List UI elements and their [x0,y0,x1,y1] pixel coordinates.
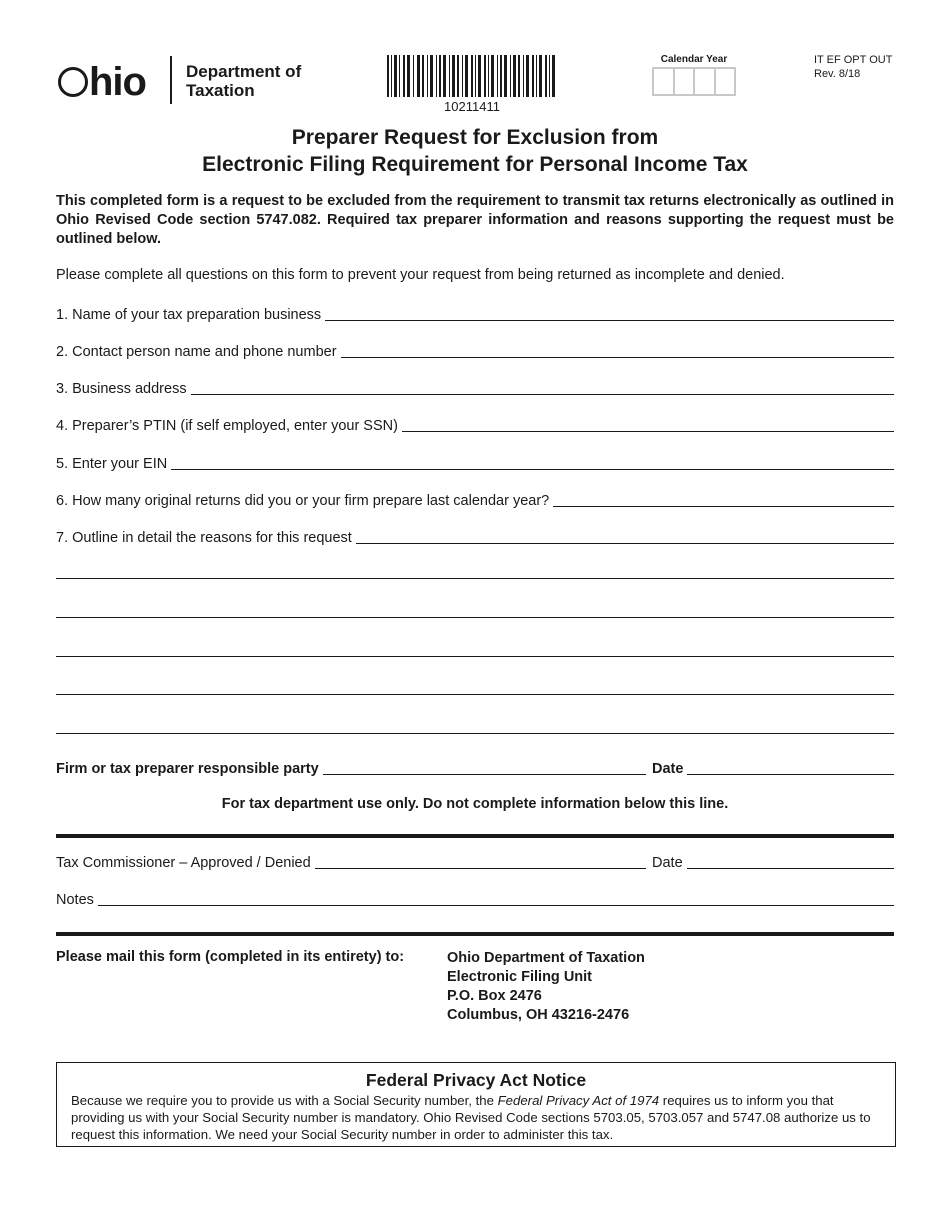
commissioner-row [56,851,646,871]
ein-field[interactable] [171,453,894,470]
barcode-image [387,55,557,97]
privacy-notice-text [71,1092,881,1143]
business-address-field[interactable] [191,378,894,395]
privacy-text-part: requires us to inform you that providing us with your Social Security number is mandatory. Ohio Revised Code sections 5703.05, 5703.057 and 5747.08 authorize us to request this information. We need your Social Security number in order to administer this tax. [71,1093,871,1142]
signature-date-row [652,757,894,777]
mailing-address-line: Columbus, OH 43216-2476 [447,1007,630,1023]
question-1-row [56,303,894,323]
question-6-row [56,489,894,509]
page-title-line-2: Electronic Filing Requirement for Personal Income Tax [202,153,748,176]
form-code: IT EF OPT OUT [814,54,893,66]
returns-count-field[interactable] [553,490,894,507]
contact-person-field[interactable] [341,341,894,358]
question-5-row [56,452,894,472]
responsible-party-field[interactable] [323,758,646,775]
notes-row [56,888,894,908]
page-title [0,124,950,178]
question-2-label: 2. Contact person name and phone number [56,344,337,360]
privacy-act-name: Federal Privacy Act of 1974 [497,1093,660,1108]
section-divider [56,834,894,838]
logo-divider [170,56,172,104]
ohio-logo-text: hio [89,60,146,104]
business-name-field[interactable] [325,304,894,321]
section-divider [56,932,894,936]
mailing-address-line: Electronic Filing Unit [447,969,593,985]
privacy-notice-box [56,1062,896,1147]
mailing-address [447,949,645,1025]
mailing-label: Please mail this form (completed in its entirety) to: [56,949,405,965]
question-3-row [56,377,894,397]
signature-date-label: Date [652,761,684,777]
calendar-year-input[interactable] [652,67,736,96]
commissioner-date-label: Date [652,855,683,871]
privacy-notice-title: Federal Privacy Act Notice [365,1070,587,1090]
intro-statement: This completed form is a request to be excluded from the requirement to transmit tax returns electronically as outlined in Ohio Revised Code section 5747.082. Required tax preparer information and reasons supporting the request must be outlined below. [56,193,894,247]
responsible-party-row [56,757,646,777]
department-name [186,62,301,100]
calendar-year-digit-box[interactable] [652,67,673,96]
mailing-address-line: Ohio Department of Taxation [447,950,645,966]
signature-date-field[interactable] [687,758,894,775]
question-1-label: 1. Name of your tax preparation business [56,307,322,323]
reasons-continuation-line[interactable] [56,578,894,579]
instructions-text: Please complete all questions on this form to prevent your request from being returned as incomplete and denied. [56,267,785,283]
responsible-party-label: Firm or tax preparer responsible party [56,761,319,777]
privacy-text-part: Because we require you to provide us with a Social Security number, the [71,1093,498,1108]
dept-use-notice: For tax department use only. Do not complete information below this line. [221,796,729,812]
reasons-continuation-line[interactable] [56,656,894,657]
department-line-1: Department of [186,62,302,81]
commissioner-date-row [652,851,894,871]
department-line-2: Taxation [186,81,255,100]
commissioner-label: Tax Commissioner – Approved / Denied [56,855,311,871]
calendar-year-digit-box[interactable] [673,67,694,96]
mailing-address-line: P.O. Box 2476 [447,988,542,1004]
question-7-row [56,526,894,546]
question-5-label: 5. Enter your EIN [56,456,168,472]
question-4-row [56,414,894,434]
reasons-continuation-line[interactable] [56,733,894,734]
calendar-year-digit-box[interactable] [693,67,714,96]
ohio-logo-o-mark [58,67,88,97]
question-7-label: 7. Outline in detail the reasons for this request [56,530,352,546]
question-6-label: 6. How many original returns did you or your firm prepare last calendar year? [56,493,550,509]
commissioner-decision-field[interactable] [315,852,646,869]
ptin-field[interactable] [402,415,894,432]
form-identifier [814,53,892,81]
ohio-logo [58,58,146,106]
question-2-row [56,340,894,360]
question-3-label: 3. Business address [56,381,187,397]
commissioner-date-field[interactable] [687,852,894,869]
notes-field[interactable] [98,889,894,906]
page-title-line-1: Preparer Request for Exclusion from [291,126,659,149]
notes-label: Notes [56,892,94,908]
reasons-field[interactable] [356,527,894,544]
barcode-number: 10211411 [444,99,500,114]
reasons-continuation-line[interactable] [56,617,894,618]
calendar-year-label: Calendar Year [660,54,728,65]
form-revision: Rev. 8/18 [814,68,861,80]
calendar-year-digit-box[interactable] [714,67,737,96]
reasons-continuation-line[interactable] [56,694,894,695]
question-4-label: 4. Preparer’s PTIN (if self employed, enter your SSN) [56,418,398,434]
